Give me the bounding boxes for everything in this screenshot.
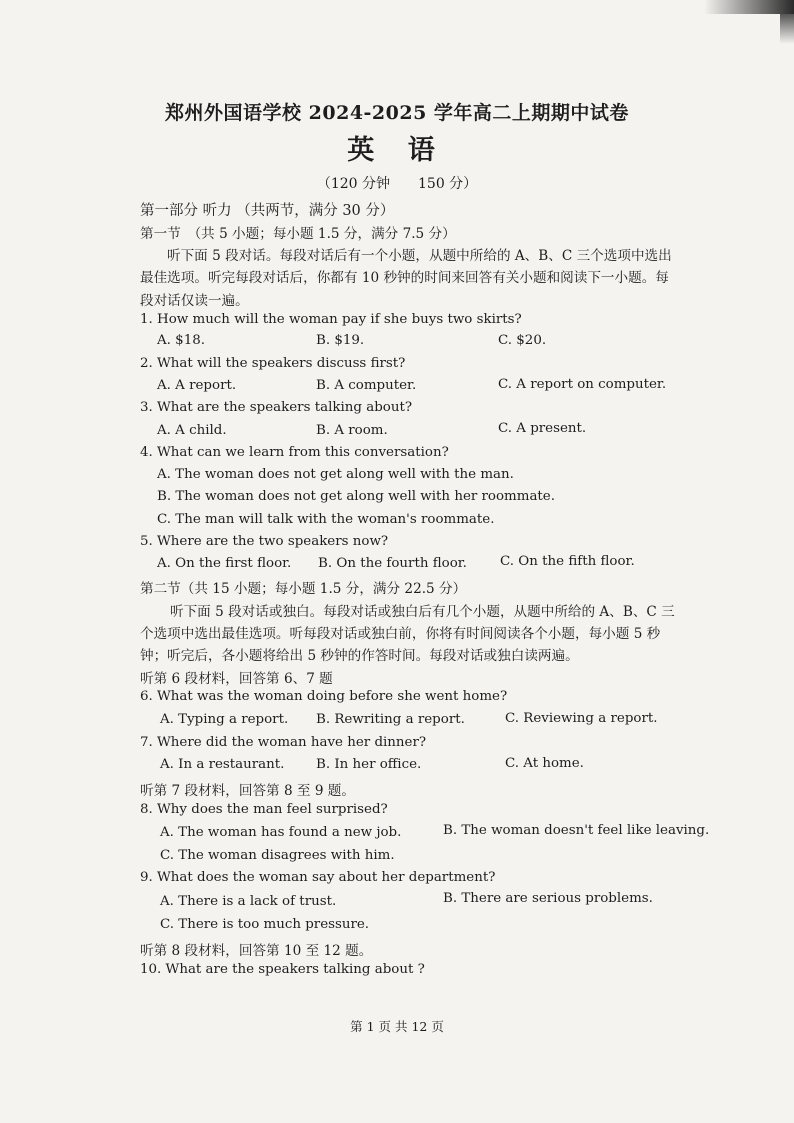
page-number: 第 1 页 共 12 页 xyxy=(350,1019,444,1034)
option-1b: B. $19. xyxy=(316,333,365,348)
subject-title: 英 语 xyxy=(347,135,447,166)
section2-instructions-line2: 个选项中选出最佳选项。听每段对话或独白前，你将有时间阅读各个小题，每小题 5 秒 xyxy=(140,626,661,642)
option-8c: C. The woman disagrees with him. xyxy=(160,848,395,863)
option-2b: B. A computer. xyxy=(316,378,417,393)
section2-heading: 第二节（共 15 小题；每小题 1.5 分，满分 22.5 分） xyxy=(140,581,467,597)
option-6a: A. Typing a report. xyxy=(160,712,289,727)
material-7-note: 听第 7 段材料，回答第 8 至 9 题。 xyxy=(140,783,355,799)
option-4c: C. The man will talk with the woman's roommate. xyxy=(157,512,495,527)
option-7b: B. In her office. xyxy=(316,757,422,772)
material-6-note: 听第 6 段材料，回答第 6、7 题 xyxy=(140,671,333,687)
question-8: 8. Why does the man feel surprised? xyxy=(140,802,388,817)
material-8-note: 听第 8 段材料，回答第 10 至 12 题。 xyxy=(140,943,373,959)
option-1c: C. $20. xyxy=(498,333,547,348)
question-6: 6. What was the woman doing before she went home? xyxy=(140,689,508,704)
option-3c: C. A present. xyxy=(498,421,587,436)
option-4b: B. The woman does not get along well with her roommate. xyxy=(157,489,555,504)
question-4: 4. What can we learn from this conversation? xyxy=(140,445,449,460)
section2-instructions-line1: 听下面 5 段对话或独白。每段对话或独白后有几个小题，从题中所给的 A、B、C 三 xyxy=(170,604,675,620)
option-4a: A. The woman does not get along well with the man. xyxy=(157,467,514,482)
option-3b: B. A room. xyxy=(316,423,388,438)
option-6b: B. Rewriting a report. xyxy=(316,712,465,727)
question-10: 10. What are the speakers talking about ? xyxy=(140,962,425,977)
option-8b: B. The woman doesn't feel like leaving. xyxy=(443,823,710,838)
question-3: 3. What are the speakers talking about? xyxy=(140,400,413,415)
option-7c: C. At home. xyxy=(505,756,584,771)
section1-instructions-line3: 段对话仅读一遍。 xyxy=(140,293,249,309)
option-8a: A. The woman has found a new job. xyxy=(160,825,402,840)
option-3a: A. A child. xyxy=(157,423,227,438)
exam-title: 郑州外国语学校 2024-2025 学年高二上期期中试卷 xyxy=(165,102,629,124)
section2-instructions-line3: 钟；听完后，各小题将给出 5 秒钟的作答时间。每段对话或独白读两遍。 xyxy=(140,648,579,664)
option-5b: B. On the fourth floor. xyxy=(318,556,467,571)
option-9a: A. There is a lack of trust. xyxy=(160,894,337,909)
question-7: 7. Where did the woman have her dinner? xyxy=(140,735,427,750)
question-5: 5. Where are the two speakers now? xyxy=(140,534,389,549)
scan-shadow xyxy=(704,0,794,14)
question-1: 1. How much will the woman pay if she buys two skirts? xyxy=(140,312,522,327)
option-6c: C. Reviewing a report. xyxy=(505,711,658,726)
scan-shadow-edge xyxy=(780,14,794,44)
question-9: 9. What does the woman say about her department? xyxy=(140,870,496,885)
option-2c: C. A report on computer. xyxy=(498,377,667,392)
option-9b: B. There are serious problems. xyxy=(443,891,653,906)
section1-instructions-line1: 听下面 5 段对话。每段对话后有一个小题，从题中所给的 A、B、C 三个选项中选出 xyxy=(167,248,672,264)
section1-instructions-line2: 最佳选项。听完每段对话后，你都有 10 秒钟的时间来回答有关小题和阅读下一小题。每 xyxy=(140,270,669,286)
option-5c: C. On the fifth floor. xyxy=(500,554,635,569)
question-2: 2. What will the speakers discuss first? xyxy=(140,356,406,371)
time-and-score: （120 分钟 150 分） xyxy=(316,176,478,192)
option-2a: A. A report. xyxy=(157,378,237,393)
option-5a: A. On the first floor. xyxy=(157,556,292,571)
option-9c: C. There is too much pressure. xyxy=(160,917,370,932)
option-1a: A. $18. xyxy=(157,333,205,348)
option-7a: A. In a restaurant. xyxy=(160,757,285,772)
part1-heading: 第一部分 听力 （共两节，满分 30 分） xyxy=(140,203,395,219)
section1-heading: 第一节 （共 5 小题；每小题 1.5 分，满分 7.5 分） xyxy=(140,226,456,242)
